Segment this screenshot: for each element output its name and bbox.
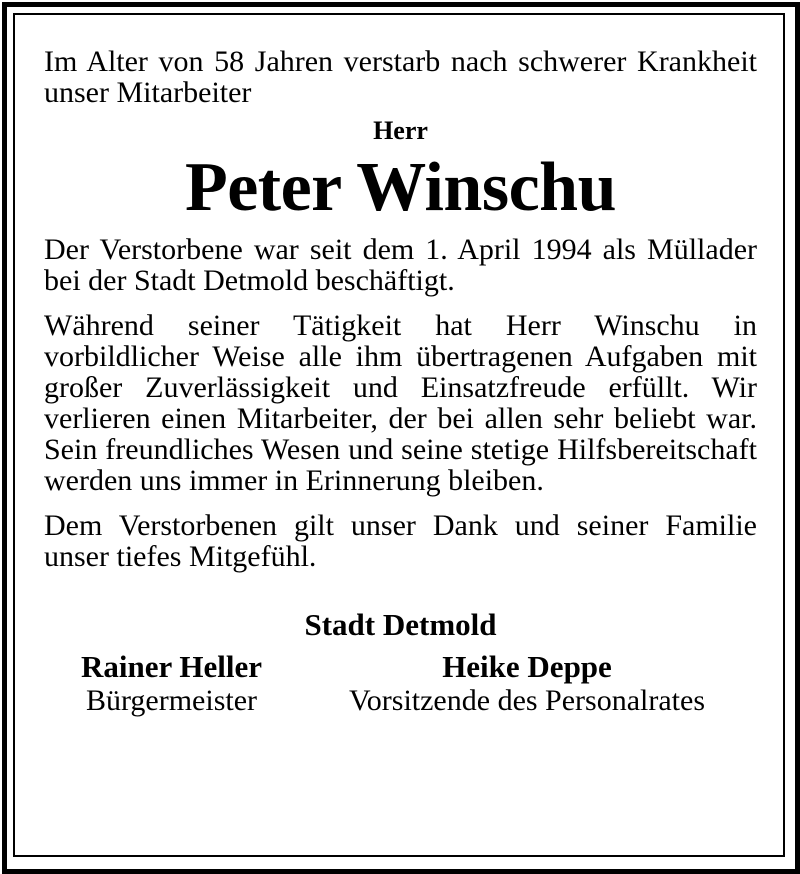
signer-name: Rainer Heller: [80, 649, 263, 684]
signer-mayor: [44, 650, 299, 718]
signatories: [44, 650, 757, 730]
signer-staff-council: [302, 650, 752, 718]
salutation: Herr: [373, 116, 428, 145]
signer-title: Bürgermeister: [85, 684, 258, 717]
deceased-name: Peter Winschu: [184, 149, 617, 226]
closing-text: Dem Verstorbenen gilt unser Dank und seiner Familie unser tiefes Mitgefühl.: [44, 509, 757, 573]
intro-text: Im Alter von 58 Jahren verstarb nach schwerer Krankheit unser Mitarbeiter: [44, 45, 757, 109]
employment-text: Der Verstorbene war seit dem 1. April 1994 als Müllader bei der Stadt Detmold beschäftigt.: [44, 233, 757, 297]
organization-name: Stadt Detmold: [304, 607, 497, 642]
signer-name: Heike Deppe: [442, 649, 612, 684]
tribute-text: Während seiner Tätigkeit hat Herr Winschu in vorbildlicher Weise alle ihm übertragenen Aufgaben mit großer Zuverlässigkeit und Einsatzfreude erfüllt. Wir verlieren einen Mitarbeiter, der bei allen sehr beliebt war. Sein freundliches Wesen und seine stetige Hilfsbereitschaft werden uns immer in Erinnerung bleiben.: [44, 309, 757, 497]
obituary-notice: [44, 46, 757, 730]
signer-title: Vorsitzende des Personalrates: [348, 684, 705, 717]
